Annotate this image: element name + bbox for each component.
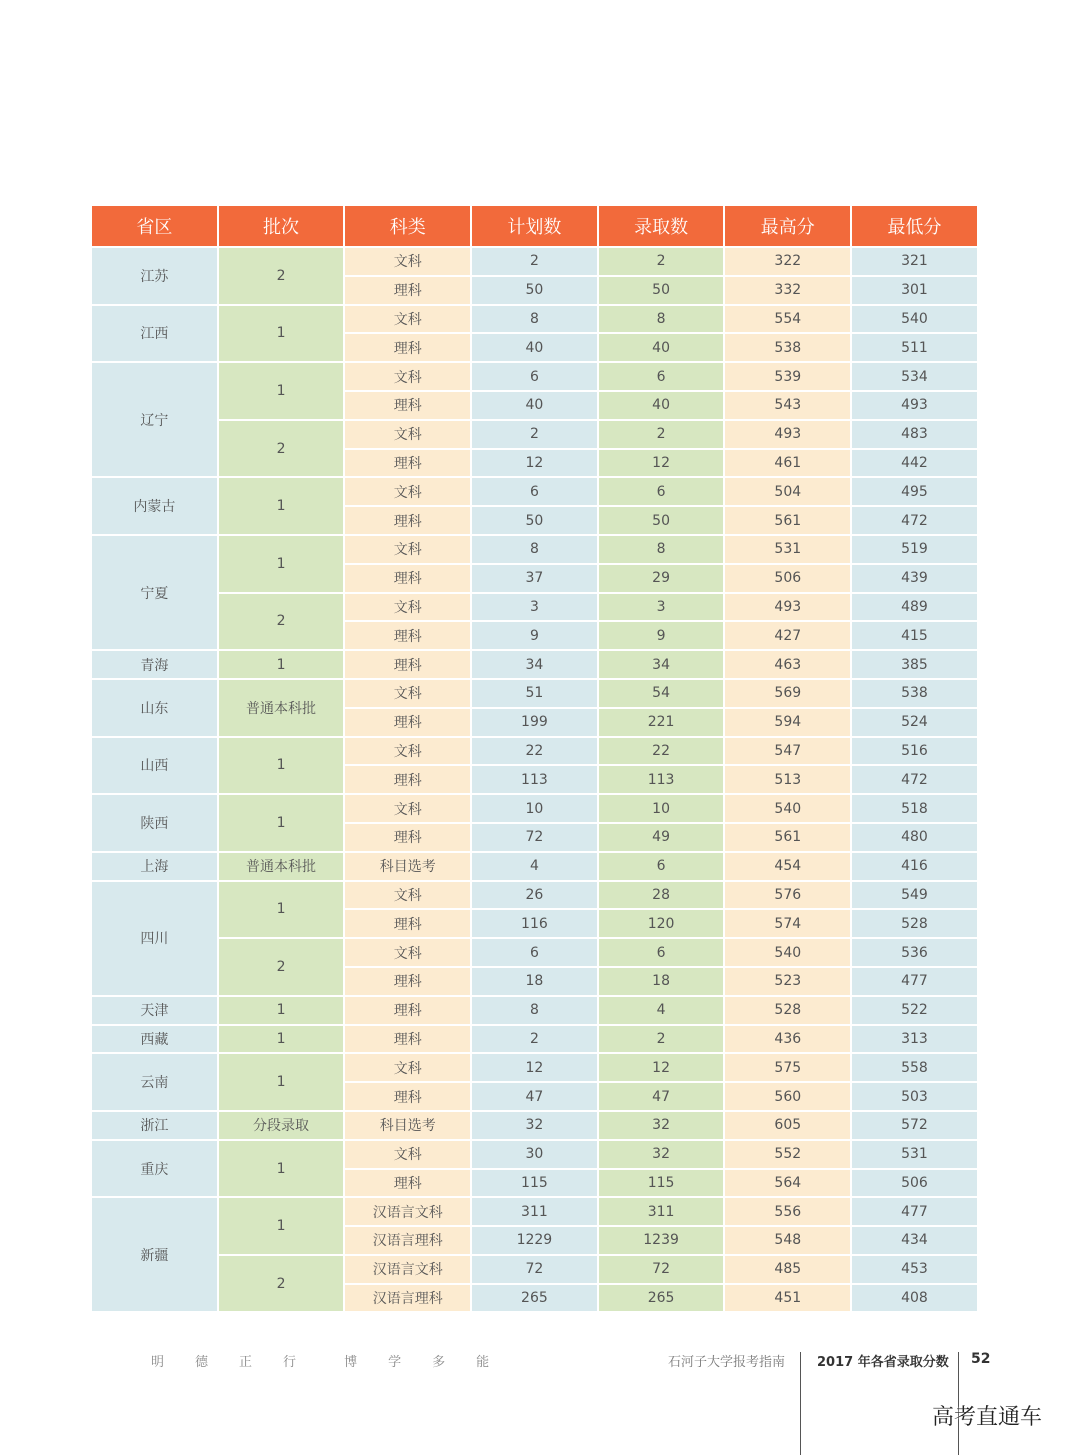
highest-cell: 547 [725,738,850,765]
highest-cell: 564 [725,1170,850,1197]
lowest-cell: 477 [852,1198,977,1225]
lowest-cell: 439 [852,565,977,592]
table-row [92,853,977,880]
batch-cell: 普通本科批 [219,680,344,736]
lowest-cell: 522 [852,997,977,1024]
lowest-cell: 442 [852,450,977,477]
plan-cell: 34 [472,651,597,678]
admitted-cell: 2 [599,1026,724,1053]
lowest-cell: 472 [852,507,977,534]
province-cell: 新疆 [92,1198,217,1311]
admitted-cell: 22 [599,738,724,765]
subject-cell: 理科 [345,277,470,304]
lowest-cell: 477 [852,968,977,995]
plan-cell: 26 [472,882,597,909]
plan-cell: 10 [472,795,597,822]
lowest-cell: 538 [852,680,977,707]
footer-motto [151,1351,520,1370]
watermark-text: 高考直通车 [932,1405,1043,1430]
admitted-cell: 54 [599,680,724,707]
subject-cell: 文科 [345,1054,470,1081]
highest-cell: 561 [725,824,850,851]
highest-cell: 436 [725,1026,850,1053]
lowest-cell: 321 [852,248,977,275]
province-cell: 辽宁 [92,363,217,476]
subject-cell: 文科 [345,306,470,333]
plan-cell: 12 [472,1054,597,1081]
table-row [92,882,977,909]
province-cell: 内蒙古 [92,478,217,534]
motto-char: 正 [239,1355,253,1370]
admitted-cell: 72 [599,1256,724,1283]
footer-divider [800,1352,801,1455]
subject-cell: 理科 [345,997,470,1024]
province-cell: 浙江 [92,1112,217,1139]
plan-cell: 50 [472,277,597,304]
footer-guide-title: 石河子大学报考指南 [668,1355,786,1370]
plan-cell: 12 [472,450,597,477]
plan-cell: 40 [472,392,597,419]
lowest-cell: 528 [852,910,977,937]
plan-cell: 51 [472,680,597,707]
highest-cell: 561 [725,507,850,534]
lowest-cell: 518 [852,795,977,822]
lowest-cell: 408 [852,1285,977,1312]
subject-cell: 理科 [345,622,470,649]
admitted-cell: 6 [599,853,724,880]
subject-cell: 文科 [345,421,470,448]
province-cell: 青海 [92,651,217,678]
province-cell: 上海 [92,853,217,880]
subject-cell: 汉语言理科 [345,1227,470,1254]
table-row [92,795,977,822]
motto-char: 行 [283,1355,297,1370]
subject-cell: 理科 [345,766,470,793]
header-lowest: 最低分 [852,206,977,246]
motto-char: 学 [388,1355,402,1370]
highest-cell: 554 [725,306,850,333]
subject-cell: 理科 [345,824,470,851]
header-admitted: 录取数 [599,206,724,246]
admitted-cell: 12 [599,1054,724,1081]
batch-cell: 分段录取 [219,1112,344,1139]
subject-cell: 理科 [345,565,470,592]
lowest-cell: 416 [852,853,977,880]
highest-cell: 493 [725,421,850,448]
admitted-cell: 40 [599,392,724,419]
lowest-cell: 385 [852,651,977,678]
admitted-cell: 120 [599,910,724,937]
subject-cell: 汉语言文科 [345,1256,470,1283]
header-batch: 批次 [219,206,344,246]
table-row [92,939,977,966]
admitted-cell: 9 [599,622,724,649]
province-cell: 重庆 [92,1141,217,1197]
lowest-cell: 519 [852,536,977,563]
table-row [92,306,977,333]
admitted-cell: 32 [599,1112,724,1139]
admitted-cell: 28 [599,882,724,909]
lowest-cell: 524 [852,709,977,736]
highest-cell: 528 [725,997,850,1024]
admitted-cell: 49 [599,824,724,851]
lowest-cell: 434 [852,1227,977,1254]
table-row [92,1198,977,1225]
table-row [92,1112,977,1139]
province-cell: 山东 [92,680,217,736]
admitted-cell: 115 [599,1170,724,1197]
plan-cell: 6 [472,478,597,505]
province-cell: 江西 [92,306,217,362]
lowest-cell: 495 [852,478,977,505]
subject-cell: 理科 [345,334,470,361]
lowest-cell: 511 [852,334,977,361]
plan-cell: 2 [472,421,597,448]
highest-cell: 332 [725,277,850,304]
batch-cell: 1 [219,478,344,534]
highest-cell: 454 [725,853,850,880]
lowest-cell: 472 [852,766,977,793]
lowest-cell: 531 [852,1141,977,1168]
plan-cell: 311 [472,1198,597,1225]
header-plan: 计划数 [472,206,597,246]
page-number: 52 [971,1351,991,1367]
plan-cell: 8 [472,306,597,333]
highest-cell: 539 [725,363,850,390]
subject-cell: 文科 [345,478,470,505]
highest-cell: 322 [725,248,850,275]
table-row [92,651,977,678]
admitted-cell: 47 [599,1083,724,1110]
subject-cell: 科目选考 [345,1112,470,1139]
batch-cell: 1 [219,536,344,592]
highest-cell: 538 [725,334,850,361]
highest-cell: 552 [725,1141,850,1168]
highest-cell: 513 [725,766,850,793]
subject-cell: 理科 [345,450,470,477]
plan-cell: 265 [472,1285,597,1312]
admitted-cell: 6 [599,939,724,966]
plan-cell: 116 [472,910,597,937]
highest-cell: 556 [725,1198,850,1225]
highest-cell: 523 [725,968,850,995]
highest-cell: 461 [725,450,850,477]
batch-cell: 2 [219,421,344,477]
subject-cell: 理科 [345,709,470,736]
admitted-cell: 34 [599,651,724,678]
admitted-cell: 8 [599,536,724,563]
admitted-cell: 311 [599,1198,724,1225]
lowest-cell: 549 [852,882,977,909]
motto-char: 明 [151,1355,165,1370]
admitted-cell: 6 [599,363,724,390]
subject-cell: 理科 [345,1083,470,1110]
highest-cell: 504 [725,478,850,505]
batch-cell: 2 [219,1256,344,1312]
plan-cell: 6 [472,939,597,966]
batch-cell: 2 [219,594,344,650]
batch-cell: 普通本科批 [219,853,344,880]
province-cell: 陕西 [92,795,217,851]
lowest-cell: 536 [852,939,977,966]
lowest-cell: 534 [852,363,977,390]
table-row [92,680,977,707]
admission-score-table [90,204,979,1313]
batch-cell: 1 [219,738,344,794]
batch-cell: 1 [219,997,344,1024]
highest-cell: 605 [725,1112,850,1139]
motto-char: 博 [344,1355,358,1370]
batch-cell: 1 [219,651,344,678]
lowest-cell: 483 [852,421,977,448]
admitted-cell: 50 [599,277,724,304]
batch-cell: 2 [219,939,344,995]
plan-cell: 2 [472,1026,597,1053]
subject-cell: 文科 [345,795,470,822]
admitted-cell: 10 [599,795,724,822]
lowest-cell: 503 [852,1083,977,1110]
admitted-cell: 221 [599,709,724,736]
highest-cell: 540 [725,939,850,966]
lowest-cell: 489 [852,594,977,621]
lowest-cell: 493 [852,392,977,419]
highest-cell: 493 [725,594,850,621]
plan-cell: 8 [472,997,597,1024]
subject-cell: 理科 [345,392,470,419]
subject-cell: 理科 [345,651,470,678]
highest-cell: 531 [725,536,850,563]
admitted-cell: 265 [599,1285,724,1312]
plan-cell: 113 [472,766,597,793]
plan-cell: 40 [472,334,597,361]
plan-cell: 6 [472,363,597,390]
table-row [92,738,977,765]
header-province: 省区 [92,206,217,246]
plan-cell: 8 [472,536,597,563]
lowest-cell: 415 [852,622,977,649]
plan-cell: 47 [472,1083,597,1110]
table-row [92,363,977,390]
highest-cell: 594 [725,709,850,736]
province-cell: 山西 [92,738,217,794]
subject-cell: 文科 [345,248,470,275]
plan-cell: 30 [472,1141,597,1168]
plan-cell: 72 [472,1256,597,1283]
plan-cell: 50 [472,507,597,534]
admitted-cell: 113 [599,766,724,793]
highest-cell: 575 [725,1054,850,1081]
motto-char: 能 [476,1355,490,1370]
plan-cell: 22 [472,738,597,765]
subject-cell: 理科 [345,1026,470,1053]
highest-cell: 548 [725,1227,850,1254]
table-row [92,421,977,448]
plan-cell: 18 [472,968,597,995]
province-cell: 江苏 [92,248,217,304]
admitted-cell: 8 [599,306,724,333]
admitted-cell: 3 [599,594,724,621]
table-header-row [92,206,977,246]
plan-cell: 9 [472,622,597,649]
province-cell: 天津 [92,997,217,1024]
batch-cell: 1 [219,795,344,851]
admitted-cell: 2 [599,248,724,275]
plan-cell: 37 [472,565,597,592]
subject-cell: 文科 [345,594,470,621]
plan-cell: 32 [472,1112,597,1139]
batch-cell: 1 [219,363,344,419]
highest-cell: 574 [725,910,850,937]
plan-cell: 1229 [472,1227,597,1254]
plan-cell: 72 [472,824,597,851]
lowest-cell: 516 [852,738,977,765]
motto-char: 多 [432,1355,446,1370]
admitted-cell: 4 [599,997,724,1024]
batch-cell: 1 [219,1054,344,1110]
lowest-cell: 558 [852,1054,977,1081]
header-subject: 科类 [345,206,470,246]
table-row [92,1026,977,1053]
table-row [92,478,977,505]
highest-cell: 576 [725,882,850,909]
subject-cell: 汉语言理科 [345,1285,470,1312]
header-highest: 最高分 [725,206,850,246]
admitted-cell: 12 [599,450,724,477]
batch-cell: 1 [219,1026,344,1053]
lowest-cell: 453 [852,1256,977,1283]
province-cell: 宁夏 [92,536,217,649]
highest-cell: 485 [725,1256,850,1283]
footer-section-title: 2017 年各省录取分数 [817,1355,949,1370]
highest-cell: 427 [725,622,850,649]
table-body [92,248,977,1311]
lowest-cell: 506 [852,1170,977,1197]
subject-cell: 理科 [345,910,470,937]
highest-cell: 543 [725,392,850,419]
lowest-cell: 313 [852,1026,977,1053]
province-cell: 云南 [92,1054,217,1110]
lowest-cell: 572 [852,1112,977,1139]
table-row [92,536,977,563]
table-row [92,594,977,621]
plan-cell: 3 [472,594,597,621]
subject-cell: 理科 [345,968,470,995]
admitted-cell: 32 [599,1141,724,1168]
table-row [92,1054,977,1081]
plan-cell: 4 [472,853,597,880]
batch-cell: 1 [219,306,344,362]
subject-cell: 文科 [345,680,470,707]
subject-cell: 理科 [345,507,470,534]
highest-cell: 560 [725,1083,850,1110]
lowest-cell: 540 [852,306,977,333]
table-row [92,248,977,275]
highest-cell: 569 [725,680,850,707]
admitted-cell: 6 [599,478,724,505]
subject-cell: 文科 [345,536,470,563]
batch-cell: 1 [219,1141,344,1197]
admitted-cell: 29 [599,565,724,592]
table-row [92,997,977,1024]
subject-cell: 科目选考 [345,853,470,880]
batch-cell: 1 [219,882,344,938]
subject-cell: 文科 [345,939,470,966]
admitted-cell: 50 [599,507,724,534]
motto-char: 德 [195,1355,209,1370]
admitted-cell: 18 [599,968,724,995]
lowest-cell: 301 [852,277,977,304]
subject-cell: 汉语言文科 [345,1198,470,1225]
subject-cell: 理科 [345,1170,470,1197]
lowest-cell: 480 [852,824,977,851]
batch-cell: 2 [219,248,344,304]
subject-cell: 文科 [345,738,470,765]
table-row [92,1256,977,1283]
subject-cell: 文科 [345,882,470,909]
admitted-cell: 40 [599,334,724,361]
subject-cell: 文科 [345,363,470,390]
table-row [92,1141,977,1168]
highest-cell: 463 [725,651,850,678]
admitted-cell: 1239 [599,1227,724,1254]
plan-cell: 199 [472,709,597,736]
plan-cell: 115 [472,1170,597,1197]
highest-cell: 506 [725,565,850,592]
province-cell: 西藏 [92,1026,217,1053]
subject-cell: 文科 [345,1141,470,1168]
admitted-cell: 2 [599,421,724,448]
province-cell: 四川 [92,882,217,995]
highest-cell: 451 [725,1285,850,1312]
highest-cell: 540 [725,795,850,822]
plan-cell: 2 [472,248,597,275]
batch-cell: 1 [219,1198,344,1254]
